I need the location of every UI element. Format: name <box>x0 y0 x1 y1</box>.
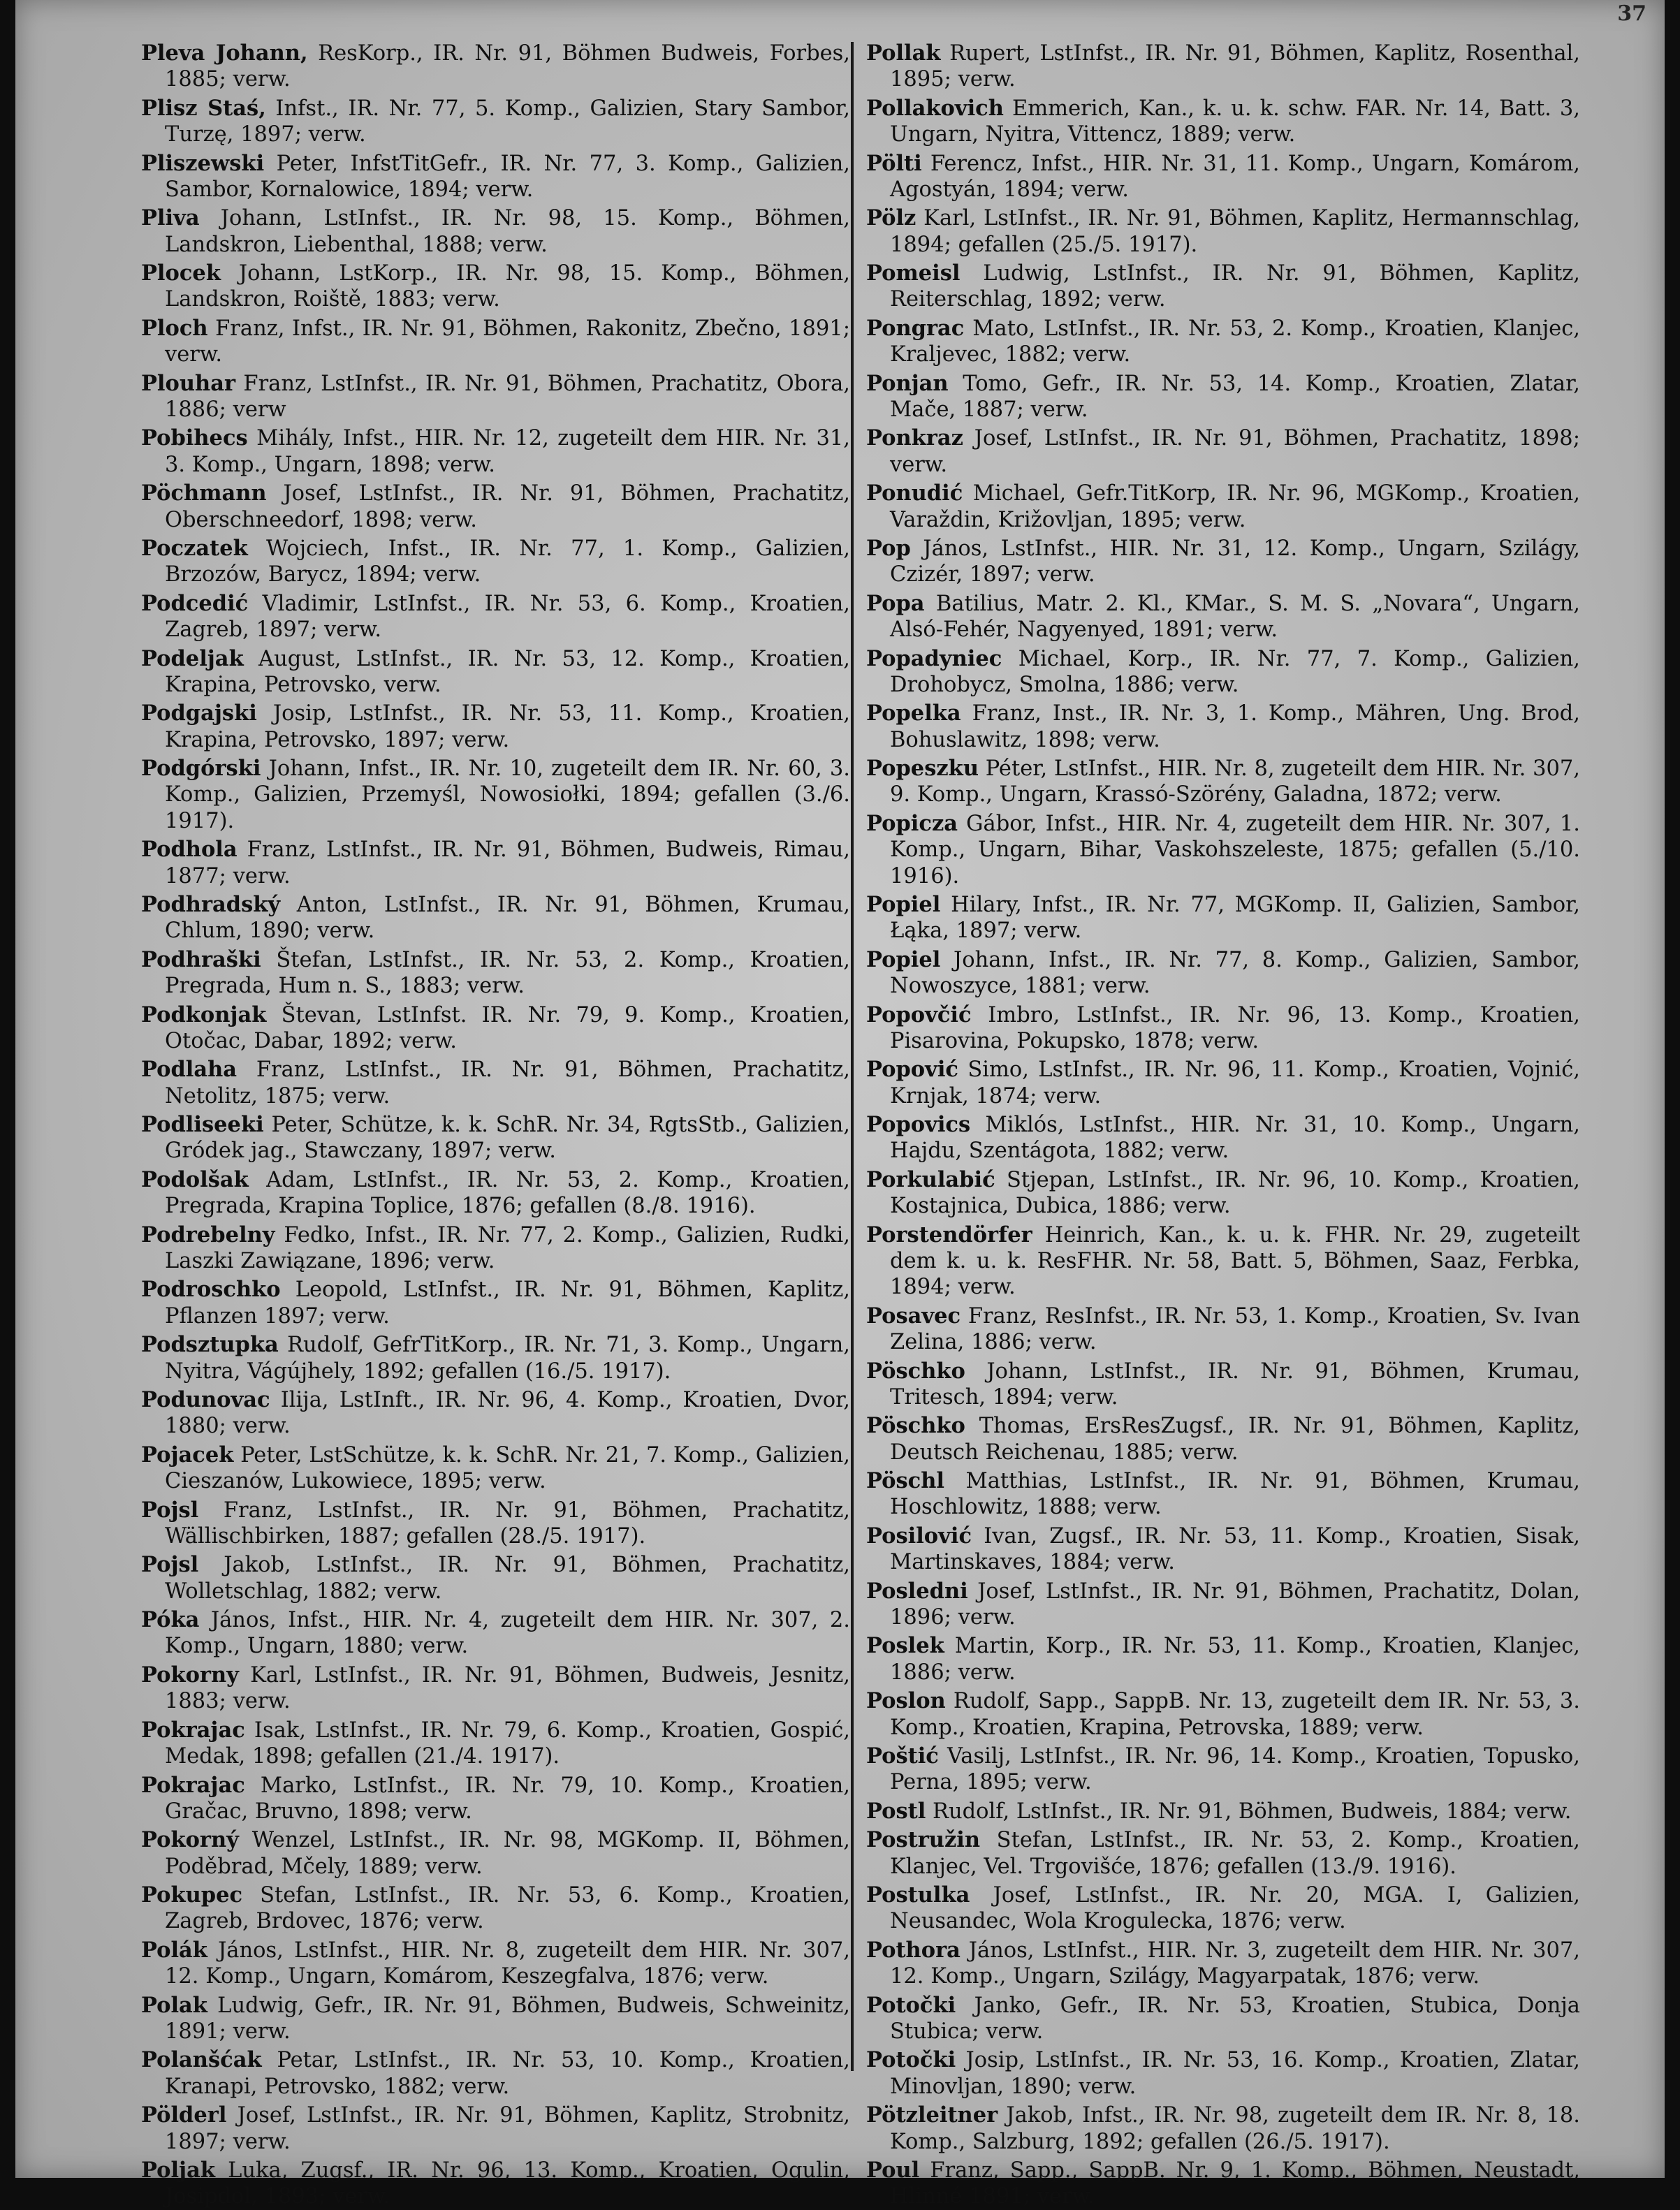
entry-surname: Polák <box>141 1937 207 1963</box>
entry-surname: Ponudić <box>866 481 963 506</box>
entry-surname: Pokorný <box>141 1827 239 1853</box>
entry-surname: Poštić <box>866 1743 939 1769</box>
entry-surname: Pöschl <box>866 1468 944 1494</box>
register-entry <box>141 261 850 313</box>
entry-surname: Pokorny <box>141 1662 239 1688</box>
entry-details: Johann, LstKorp., IR. Nr. 98, 15. Komp., Böhmen, Landskron, Roiště, 1883; verw. <box>165 261 850 312</box>
entry-surname: Pötzleitner <box>866 2102 998 2128</box>
register-entry <box>141 1993 850 2045</box>
register-entry <box>866 1167 1580 1220</box>
register-entry <box>141 1222 850 1275</box>
entry-details: Michael, Korp., IR. Nr. 77, 7. Komp., Galizien, Drohobycz, Smolna, 1886; verw. <box>890 646 1580 697</box>
entry-details: Števan, LstInfst. IR. Nr. 79, 9. Komp., Kroatien, Otočac, Dabar, 1892; verw. <box>165 1002 850 1053</box>
entry-surname: Pölz <box>866 205 916 231</box>
entry-details: Leopold, LstInfst., IR. Nr. 91, Böhmen, Kaplitz, Pflanzen 1897; verw. <box>165 1278 850 1329</box>
document-page <box>15 0 1665 2209</box>
entry-surname: Pliva <box>141 205 200 231</box>
entry-details: Petar, LstInfst., IR. Nr. 53, 10. Komp., Kroatien, Kranapi, Petrovsko, 1882; verw. <box>165 2048 850 2099</box>
entry-details: Stefan, LstInfst., IR. Nr. 53, 2. Komp., Kroatien, Klanjec, Vel. Trgovišće, 1876; gefallen (13./9. 1916). <box>890 1828 1580 1879</box>
entry-surname: Podliseeki <box>141 1112 264 1138</box>
entry-details: Luka, Zugsf., IR. Nr. 96, 13. Komp., Kroatien, Ogulin, Josipdol, 1893; verw. <box>165 2158 850 2209</box>
entry-surname: Popeszku <box>866 756 979 782</box>
entry-surname: Pölti <box>866 150 922 176</box>
register-entry <box>866 591 1580 643</box>
entry-details: Mato, LstInfst., IR. Nr. 53, 2. Komp., Kroatien, Klanjec, Kraljevec, 1882; verw. <box>890 316 1580 367</box>
entry-details: Johann, Infst., IR. Nr. 10, zugeteilt dem IR. Nr. 60, 3. Komp., Galizien, Przemyśl, Nowosiołki, 1894; gefallen (3./6. 1917). <box>165 756 850 833</box>
register-entry <box>141 481 850 533</box>
register-entry <box>866 701 1580 753</box>
entry-details: Rudolf, GefrTitKorp., IR. Nr. 71, 3. Komp., Ungarn, Nyitra, Vágújhely, 1892; gefallen (16./5. 1917). <box>165 1333 850 1384</box>
entry-surname: Podkonjak <box>141 1002 267 1027</box>
entry-details: Franz, Sapp., SappB. Nr. 9, 1. Komp., Böhmen, Neustadt, Hlinné 1891; verw. <box>890 2158 1580 2209</box>
entry-surname: Porkulabić <box>866 1166 995 1192</box>
register-entry <box>141 1442 850 1495</box>
entry-surname: Podgajski <box>141 701 257 726</box>
entry-details: Josef, LstInfst., IR. Nr. 91, Böhmen, Prachatitz, Oberschneedorf, 1898; verw. <box>165 481 850 532</box>
register-entry <box>866 1112 1580 1164</box>
entry-details: Imbro, LstInfst., IR. Nr. 96, 13. Komp., Kroatien, Pisarovina, Pokupsko, 1878; verw. <box>890 1002 1580 1053</box>
entry-details: Štefan, LstInfst., IR. Nr. 53, 2. Komp., Kroatien, Pregrada, Hum n. S., 1883; verw. <box>165 947 850 999</box>
entry-surname: Podunovac <box>141 1387 270 1413</box>
entry-details: Fedko, Infst., IR. Nr. 77, 2. Komp., Galizien, Rudki, Laszki Zawiązane, 1896; verw. <box>165 1222 850 1273</box>
entry-surname: Poslek <box>866 1633 944 1659</box>
entry-surname: Pongrac <box>866 315 965 341</box>
register-entry <box>866 947 1580 1000</box>
entry-surname: Popiel <box>866 946 941 972</box>
register-entry <box>866 1882 1580 1935</box>
entry-details: Heinrich, Kan., k. u. k. FHR. Nr. 29, zugeteilt dem k. u. k. ResFHR. Nr. 58, Batt. 5, Böhmen, Saaz, Ferbka, 1894; verw. <box>890 1222 1580 1300</box>
register-entry <box>866 2047 1580 2100</box>
entry-details: Stefan, LstInfst., IR. Nr. 53, 6. Komp., Kroatien, Zagreb, Brdovec, 1876; verw. <box>165 1883 850 1934</box>
register-entry <box>866 481 1580 533</box>
entry-surname: Pokrajac <box>141 1772 245 1798</box>
register-entry <box>141 1277 850 1329</box>
entry-surname: Popovčić <box>866 1002 972 1027</box>
entry-details: Ludwig, LstInfst., IR. Nr. 91, Böhmen, Kaplitz, Reiterschlag, 1892; verw. <box>890 261 1580 312</box>
entry-surname: Ponjan <box>866 370 949 396</box>
entry-surname: Pokrajac <box>141 1717 245 1743</box>
register-entry <box>866 41 1580 93</box>
entry-details: Wenzel, LstInfst., IR. Nr. 98, MGKomp. II, Böhmen, Poděbrad, Mčely, 1889; verw. <box>165 1828 850 1879</box>
entry-surname: Postl <box>866 1798 926 1824</box>
entry-surname: Plisz Staś, <box>141 95 266 121</box>
entry-surname: Podlaha <box>141 1057 238 1083</box>
register-entry <box>141 1552 850 1604</box>
register-entry <box>141 1387 850 1440</box>
register-entry <box>141 1773 850 1825</box>
entry-details: Johann, Infst., IR. Nr. 77, 8. Komp., Galizien, Sambor, Nowoszyce, 1881; verw. <box>890 947 1580 999</box>
entry-details: Hilary, Infst., IR. Nr. 77, MGKomp. II, Galizien, Sambor, Łąka, 1897; verw. <box>890 893 1580 944</box>
entry-details: Péter, LstInfst., HIR. Nr. 8, zugeteilt dem HIR. Nr. 307, 9. Komp., Ungarn, Krassó-Szörény, Galadna, 1872; verw. <box>890 756 1580 807</box>
entry-details: Franz, Infst., IR. Nr. 91, Böhmen, Rakonitz, Zbečno, 1891; verw. <box>165 316 850 367</box>
entry-surname: Poczatek <box>141 536 248 562</box>
entry-details: Karl, LstInfst., IR. Nr. 91, Böhmen, Kaplitz, Hermannschlag, 1894; gefallen (25./5. 1917). <box>890 206 1580 257</box>
entry-details: Josef, LstInfst., IR. Nr. 91, Böhmen, Kaplitz, Strobnitz, 1897; verw. <box>165 2103 850 2154</box>
entry-details: Tomo, Gefr., IR. Nr. 53, 14. Komp., Kroatien, Zlatar, Mače, 1887; verw. <box>890 371 1580 422</box>
entry-details: Peter, Schütze, k. k. SchR. Nr. 34, RgtsStb., Galizien, Gródek jag., Stawczany, 1897; verw. <box>165 1113 850 1164</box>
register-entry <box>866 261 1580 313</box>
page-number: 37 <box>1617 1 1646 26</box>
register-entry <box>141 1002 850 1055</box>
entry-details: Ferencz, Infst., HIR. Nr. 31, 11. Komp., Ungarn, Komárom, Agostyán, 1894; verw. <box>890 151 1580 202</box>
entry-details: Janko, Gefr., IR. Nr. 53, Kroatien, Stubica, Donja Stubica; verw. <box>890 1993 1580 2044</box>
entry-surname: Podroschko <box>141 1277 281 1303</box>
entry-details: Gábor, Infst., HIR. Nr. 4, zugeteilt dem HIR. Nr. 307, 1. Komp., Ungarn, Bihar, Vaskohszeleste, 1875; gefallen (5./10. 1916). <box>890 811 1580 888</box>
entry-details: Emmerich, Kan., k. u. k. schw. FAR. Nr. 14, Batt. 3, Ungarn, Nyitra, Vittencz, 1889; verw. <box>890 96 1580 147</box>
entry-surname: Pop <box>866 536 911 562</box>
entry-surname: Popelka <box>866 701 961 726</box>
entry-surname: Pleva Johann, <box>141 41 308 66</box>
entry-details: János, LstInfst., HIR. Nr. 3, zugeteilt dem HIR. Nr. 307, 12. Komp., Ungarn, Szilágy, Magyarpatak, 1876; verw. <box>890 1938 1580 1989</box>
entry-surname: Pöschko <box>866 1413 965 1439</box>
entry-surname: Posavec <box>866 1303 961 1329</box>
entry-surname: Podrebelny <box>141 1222 275 1247</box>
entry-surname: Podcedić <box>141 590 249 616</box>
entry-surname: Póka <box>141 1607 200 1633</box>
register-entry <box>866 1222 1580 1301</box>
register-entry <box>141 1882 850 1935</box>
entry-details: Isak, LstInfst., IR. Nr. 79, 6. Komp., Kroatien, Gospić, Medak, 1898; gefallen (21./4. 1917). <box>165 1718 850 1769</box>
entry-surname: Plocek <box>141 261 221 286</box>
entry-surname: Postulka <box>866 1882 970 1908</box>
entry-surname: Podeljak <box>141 645 244 671</box>
register-entry <box>866 1359 1580 1411</box>
entry-details: Thomas, ErsResZugsf., IR. Nr. 91, Böhmen, Kaplitz, Deutsch Reichenau, 1885; verw. <box>890 1414 1580 1465</box>
register-entry <box>141 2158 850 2210</box>
entry-details: Marko, LstInfst., IR. Nr. 79, 10. Komp., Kroatien, Gračac, Bruvno, 1898; verw. <box>165 1773 850 1824</box>
entry-details: Rupert, LstInfst., IR. Nr. 91, Böhmen, Kaplitz, Rosenthal, 1895; verw. <box>890 41 1580 92</box>
register-entry <box>141 151 850 203</box>
entry-details: Vladimir, LstInfst., IR. Nr. 53, 6. Komp., Kroatien, Zagreb, 1897; verw. <box>165 591 850 643</box>
entry-details: August, LstInfst., IR. Nr. 53, 12. Komp., Kroatien, Krapina, Petrovsko, verw. <box>165 646 850 697</box>
entry-details: Rudolf, Sapp., SappB. Nr. 13, zugeteilt dem IR. Nr. 53, 3. Komp., Kroatien, Krapina, Petrovska, 1889; verw. <box>890 1689 1580 1740</box>
entry-surname: Pölderl <box>141 2102 227 2128</box>
entry-surname: Pomeisl <box>866 261 960 286</box>
register-entry <box>866 2102 1580 2155</box>
entry-details: Batilius, Matr. 2. Kl., KMar., S. M. S. „Novara“, Ungarn, Alsó-Fehér, Nagyenyed, 1891; verw. <box>890 591 1580 643</box>
entry-details: Mihály, Infst., HIR. Nr. 12, zugeteilt dem HIR. Nr. 31, 3. Komp., Ungarn, 1898; verw. <box>165 426 850 477</box>
entry-surname: Pojsl <box>141 1552 199 1578</box>
register-entry <box>141 646 850 698</box>
entry-details: Vasilj, LstInfst., IR. Nr. 96, 14. Komp., Kroatien, Topusko, Perna, 1895; verw. <box>890 1744 1580 1795</box>
register-entry <box>866 1057 1580 1109</box>
entry-surname: Podhradský <box>141 892 281 918</box>
entry-details: Adam, LstInfst., IR. Nr. 53, 2. Komp., Kroatien, Pregrada, Krapina Toplice, 1876; gefallen (8./8. 1916). <box>165 1167 850 1219</box>
entry-surname: Polak <box>141 1992 207 2018</box>
entry-details: Simo, LstInfst., IR. Nr. 96, 11. Komp., Kroatien, Vojnić, Krnjak, 1874; verw. <box>890 1058 1580 1108</box>
entry-details: Ludwig, Gefr., IR. Nr. 91, Böhmen, Budweis, Schweinitz, 1891; verw. <box>165 1993 850 2044</box>
register-entry <box>141 1332 850 1384</box>
register-entry <box>866 811 1580 889</box>
entry-details: Josef, LstInfst., IR. Nr. 91, Böhmen, Prachatitz, Dolan, 1896; verw. <box>890 1579 1580 1630</box>
register-entry <box>141 371 850 423</box>
register-entry <box>141 41 850 93</box>
entry-details: Johann, LstInfst., IR. Nr. 91, Böhmen, Krumau, Tritesch, 1894; verw. <box>890 1359 1580 1410</box>
entry-details: Peter, LstSchütze, k. k. SchR. Nr. 21, 7. Komp., Galizien, Cieszanów, Lukowiece, 1895; verw. <box>165 1442 850 1494</box>
entry-details: Franz, LstInfst., IR. Nr. 91, Böhmen, Prachatitz, Obora, 1886; verw <box>165 371 850 422</box>
entry-surname: Pokupec <box>141 1882 243 1908</box>
register-entry <box>141 1718 850 1770</box>
register-entry <box>141 1938 850 1990</box>
register-entry <box>141 96 850 148</box>
entry-surname: Poljak <box>141 2157 215 2183</box>
entry-details: Anton, LstInfst., IR. Nr. 91, Böhmen, Krumau, Chlum, 1890; verw. <box>165 893 850 944</box>
entry-details: Martin, Korp., IR. Nr. 53, 11. Komp., Kroatien, Klanjec, 1886; verw. <box>890 1634 1580 1685</box>
entry-details: János, Infst., HIR. Nr. 4, zugeteilt dem HIR. Nr. 307, 2. Komp., Ungarn, 1880; verw. <box>165 1608 850 1659</box>
entry-surname: Poslon <box>866 1688 946 1714</box>
entry-details: Miklós, LstInfst., HIR. Nr. 31, 10. Komp., Ungarn, Hajdu, Szentágota, 1882; verw. <box>890 1113 1580 1164</box>
register-entry <box>141 591 850 643</box>
register-entry <box>141 756 850 834</box>
entry-surname: Popa <box>866 590 925 616</box>
entry-details: Michael, Gefr.TitKorp, IR. Nr. 96, MGKomp., Kroatien, Varaždin, Križovljan, 1895; verw. <box>890 481 1580 532</box>
register-entry <box>141 1498 850 1550</box>
entry-details: Josip, LstInfst., IR. Nr. 53, 16. Komp., Kroatien, Zlatar, Minovljan, 1890; verw. <box>890 2048 1580 2099</box>
entry-details: Jakob, LstInfst., IR. Nr. 91, Böhmen, Prachatitz, Wolletschlag, 1882; verw. <box>165 1553 850 1604</box>
left-column <box>141 41 850 2209</box>
entry-details: Infst., IR. Nr. 77, 5. Komp., Galizien, Stary Sambor, Turzę, 1897; verw. <box>165 96 850 147</box>
entry-surname: Pollakovich <box>866 95 1004 121</box>
entry-surname: Pliszewski <box>141 150 265 176</box>
entry-surname: Popovics <box>866 1112 971 1138</box>
entry-surname: Potočki <box>866 1992 956 2018</box>
entry-details: ResKorp., IR. Nr. 91, Böhmen Budweis, Forbes, 1885; verw. <box>165 41 850 92</box>
register-entry <box>866 1523 1580 1576</box>
entry-details: Peter, InfstTitGefr., IR. Nr. 77, 3. Komp., Galizien, Sambor, Kornalowice, 1894; verw. <box>165 151 850 202</box>
entry-surname: Pollak <box>866 41 941 66</box>
entry-surname: Podgórski <box>141 756 261 782</box>
entry-details: Franz, ResInfst., IR. Nr. 53, 1. Komp., Kroatien, Sv. Ivan Zelina, 1886; verw. <box>890 1303 1580 1355</box>
entry-details: Franz, LstInfst., IR. Nr. 91, Böhmen, Prachatitz, Wällischbirken, 1887; gefallen (28./5. 1917). <box>165 1498 850 1549</box>
entry-details: Jakob, Infst., IR. Nr. 98, zugeteilt dem IR. Nr. 8, 18. Komp., Salzburg, 1892; gefallen (26./5. 1917). <box>890 2103 1580 2154</box>
register-entry <box>866 1633 1580 1685</box>
entry-surname: Podsztupka <box>141 1332 279 1358</box>
entry-surname: Ponkraz <box>866 425 963 451</box>
register-entry <box>866 425 1580 478</box>
register-entry <box>866 1468 1580 1521</box>
entry-details: Wojciech, Infst., IR. Nr. 77, 1. Komp., Galizien, Brzozów, Barycz, 1894; verw. <box>165 536 850 587</box>
register-entry <box>866 1413 1580 1465</box>
register-entry <box>141 1167 850 1220</box>
entry-surname: Popadyniec <box>866 645 1002 671</box>
register-entry <box>866 1938 1580 1990</box>
entry-surname: Potočki <box>866 2047 956 2073</box>
entry-details: Karl, LstInfst., IR. Nr. 91, Böhmen, Budweis, Jesnitz, 1883; verw. <box>165 1662 850 1714</box>
entry-surname: Podolšak <box>141 1166 249 1192</box>
entry-surname: Pojacek <box>141 1442 234 1468</box>
register-entry <box>141 947 850 1000</box>
entry-details: János, LstInfst., HIR. Nr. 8, zugeteilt dem HIR. Nr. 307, 12. Komp., Ungarn, Komárom, Keszegfalva, 1876; verw. <box>165 1938 850 1989</box>
register-entry <box>866 756 1580 808</box>
entry-surname: Pothora <box>866 1937 960 1963</box>
register-entry <box>866 316 1580 368</box>
register-entry <box>141 701 850 753</box>
register-entry <box>141 1057 850 1109</box>
register-entry <box>866 2158 1580 2210</box>
entry-surname: Ploch <box>141 315 208 341</box>
register-entry <box>141 2102 850 2155</box>
register-entry <box>866 1303 1580 1356</box>
entry-surname: Popiel <box>866 892 941 918</box>
entry-details: Ilija, LstInft., IR. Nr. 96, 4. Komp., Kroatien, Dvor, 1880; verw. <box>165 1388 850 1439</box>
register-entry <box>141 536 850 588</box>
right-column <box>866 41 1580 2209</box>
entry-surname: Podhola <box>141 837 238 863</box>
entry-details: Stjepan, LstInfst., IR. Nr. 96, 10. Komp., Kroatien, Kostajnica, Dubica, 1886; verw. <box>890 1167 1580 1219</box>
entry-details: Ivan, Zugsf., IR. Nr. 53, 11. Komp., Kroatien, Sisak, Martinskaves, 1884; verw. <box>890 1523 1580 1575</box>
register-entry <box>866 205 1580 258</box>
entry-details: Franz, LstInfst., IR. Nr. 91, Böhmen, Budweis, Rimau, 1877; verw. <box>165 837 850 888</box>
register-entry <box>141 1112 850 1164</box>
register-entry <box>141 205 850 258</box>
entry-surname: Plouhar <box>141 370 236 396</box>
register-entry <box>866 646 1580 698</box>
entry-details: Rudolf, LstInfst., IR. Nr. 91, Böhmen, Budweis, 1884; verw. <box>926 1799 1572 1824</box>
register-entry <box>866 536 1580 588</box>
entry-surname: Pobihecs <box>141 425 248 451</box>
entry-details: Matthias, LstInfst., IR. Nr. 91, Böhmen, Krumau, Hoschlowitz, 1888; verw. <box>890 1469 1580 1520</box>
register-entry <box>141 837 850 889</box>
entry-surname: Postružin <box>866 1827 981 1853</box>
column-divider <box>851 42 854 2071</box>
entry-details: Josef, LstInfst., IR. Nr. 20, MGA. I, Galizien, Neusandec, Wola Krogulecka, 1876; verw. <box>890 1883 1580 1934</box>
register-entry <box>866 96 1580 148</box>
register-entry <box>866 151 1580 203</box>
register-entry <box>141 316 850 368</box>
register-entry <box>866 371 1580 423</box>
entry-details: Johann, LstInfst., IR. Nr. 98, 15. Komp., Böhmen, Landskron, Liebenthal, 1888; verw. <box>165 206 850 257</box>
register-entry <box>141 1607 850 1660</box>
entry-surname: Podhraški <box>141 946 261 972</box>
entry-details: Franz, LstInfst., IR. Nr. 91, Böhmen, Prachatitz, Netolitz, 1875; verw. <box>165 1058 850 1108</box>
entry-details: Josef, LstInfst., IR. Nr. 91, Böhmen, Prachatitz, 1898; verw. <box>890 426 1580 477</box>
register-entry <box>141 1827 850 1880</box>
register-entry <box>866 892 1580 944</box>
entry-surname: Popicza <box>866 810 958 836</box>
register-entry <box>866 1579 1580 1631</box>
register-entry <box>141 1662 850 1715</box>
entry-surname: Pöchmann <box>141 481 267 506</box>
register-entry <box>866 1688 1580 1741</box>
entry-details: János, LstInfst., HIR. Nr. 31, 12. Komp., Ungarn, Szilágy, Czizér, 1897; verw. <box>890 536 1580 587</box>
register-entry <box>141 892 850 944</box>
entry-details: Josip, LstInfst., IR. Nr. 53, 11. Komp., Kroatien, Krapina, Petrovsko, 1897; verw. <box>165 701 850 752</box>
entry-details: Franz, Inst., IR. Nr. 3, 1. Komp., Mähren, Ung. Brod, Bohuslawitz, 1898; verw. <box>890 701 1580 752</box>
entry-surname: Popović <box>866 1057 959 1083</box>
entry-surname: Posilović <box>866 1523 972 1549</box>
entry-surname: Poul <box>866 2157 920 2183</box>
register-entry <box>866 1993 1580 2045</box>
entry-surname: Posledni <box>866 1578 968 1604</box>
entry-surname: Porstendörfer <box>866 1222 1032 1247</box>
entry-surname: Polanšćak <box>141 2047 262 2073</box>
register-entry <box>866 1799 1580 1824</box>
register-entry <box>141 2047 850 2100</box>
register-entry <box>866 1827 1580 1880</box>
register-entry <box>141 425 850 478</box>
register-entry <box>866 1743 1580 1796</box>
register-entry <box>866 1002 1580 1055</box>
entry-surname: Pojsl <box>141 1497 199 1523</box>
entry-surname: Pöschko <box>866 1358 965 1384</box>
